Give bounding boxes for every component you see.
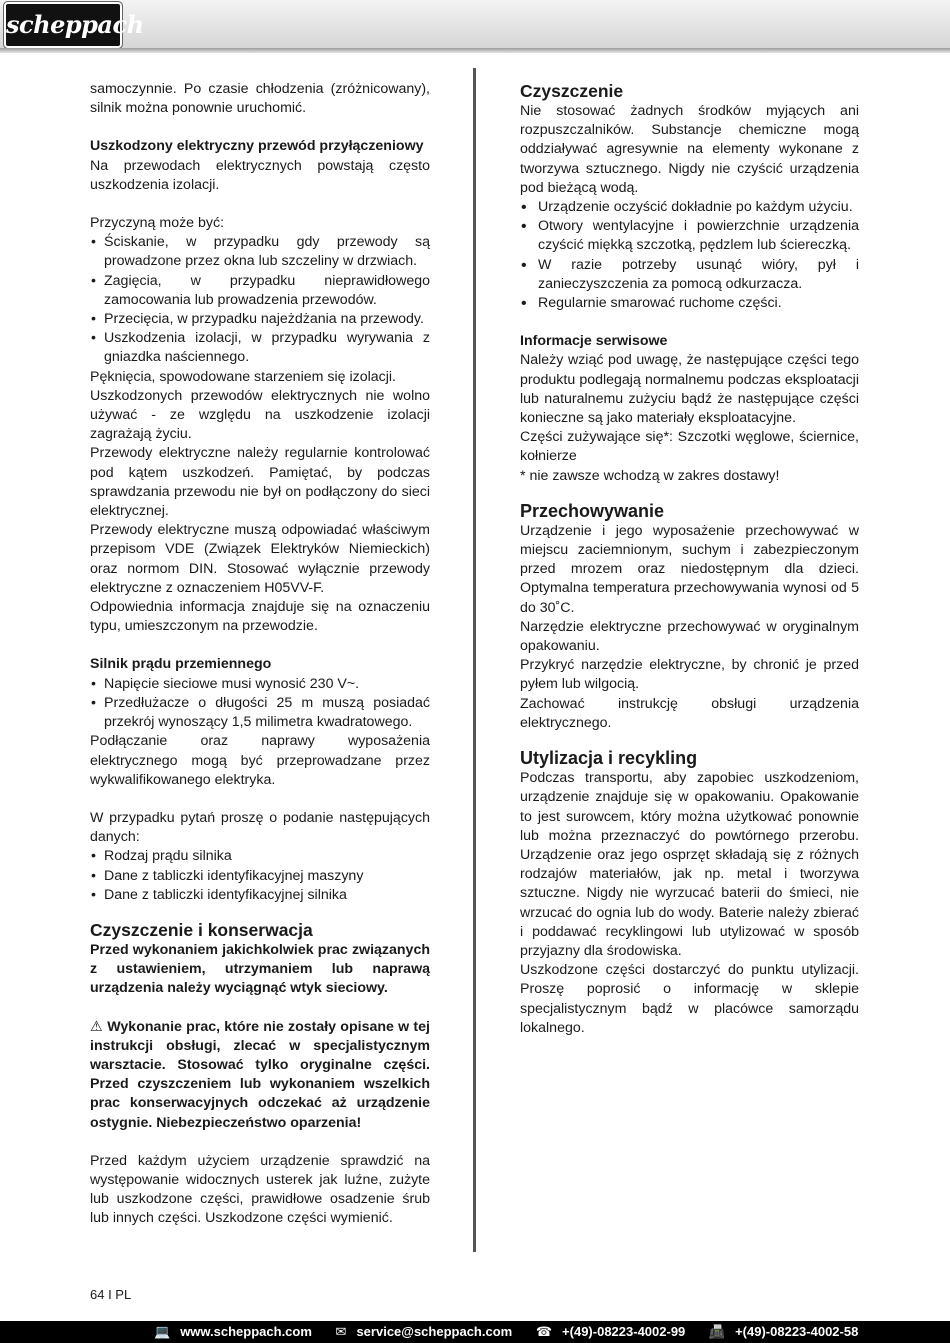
dispose-paragraph: Uszkodzone części dostarczyć do punktu utylizacji. Proszę poprosić o informację w sklepie specjalistycznym bądź w placówce samorządu lokalnego. [520, 962, 859, 1036]
list-item: • Napięcie sieciowe musi wynosić 230 V~. [90, 675, 430, 694]
list-item: • W razie potrzeby usunąć wióry, pył i zanieczyszczenia za pomocą odkurzacza. [520, 256, 859, 294]
keep-manual-paragraph: Zachować instrukcję obsługi urządzenia elektrycznego. [520, 695, 859, 731]
phone-icon: ☎ [535, 1324, 553, 1339]
wear-parts-paragraph: Części zużywające się*: Szczotki węglowe, ściernice, kołnierze [520, 429, 859, 465]
footer-web[interactable] [154, 1324, 322, 1339]
delivery-note: * nie zawsze wchodzą w zakres dostawy! [520, 467, 780, 484]
footer-phone [536, 1324, 695, 1339]
cable-paragraph: Na przewodach elektrycznych powstają często uszkodzenia izolacji. [90, 157, 430, 193]
heading-cleaning-maintenance: Czyszczenie i konserwacja [90, 919, 313, 940]
page-footer [0, 1321, 950, 1343]
cause-list [90, 233, 430, 367]
warning-text: Wykonanie prac, które nie zostały opisane w tej instrukcji obsługi, zlecać w specjalistycznym warsztacie. Stosować tylko oryginalne części. Przed czyszczeniem lub wykonaniem wszelkich prac konserwacyjnych odczekać aż urządzenie ostygnie. Niebezpieczeństwo oparzenia! [90, 1018, 430, 1131]
list-item: • Uszkodzenia izolacji, w przypadku wyrywania z gniazdka naściennego. [90, 329, 430, 367]
list-item: • Rodzaj prądu silnika [90, 847, 430, 866]
label-paragraph: Odpowiednia informacja znajduje się na oznaczeniu typu, umieszczonym na przewodzie. [90, 599, 430, 635]
list-item: • Urządzenie oczyścić dokładnie po każdym użyciu. [520, 198, 859, 217]
vde-paragraph: Przewody elektryczne muszą odpowiadać właściwym przepisom VDE (Związek Elektryków Niemieckich) oraz normom DIN. Stosować wyłącznie przewody elektryczne z oznaczeniem H05VV-F. [90, 522, 430, 596]
mail-icon: ✉ [335, 1324, 347, 1339]
danger-paragraph: Uszkodzonych przewodów elektrycznych nie wolno używać - ze względu na uszkodzenie izolacji zagrażają życiu. [90, 387, 430, 443]
list-item: • Przecięcia, w przypadku najeżdżania na przewody. [90, 310, 430, 329]
inspect-paragraph: Przed każdym użyciem urządzenie sprawdzić na występowanie widocznych usterek jak luźne, zużyte lub uszkodzone części, prawidłowe osadzenie śrub lub innych części. Uszkodzone części wymienić. [90, 1152, 430, 1227]
left-column [90, 80, 430, 1229]
storage-paragraph: Urządzenie i jego wyposażenie przechowywać w miejscu zaciemnionym, suchym i zabezpieczonym przed mrozem oraz niedostępnym dla dzieci. Optymalna temperatura przechowywania wynosi od 5 do 30˚C. [520, 522, 859, 616]
crack-paragraph: Pęknięcia, spowodowane starzeniem się izolacji. [90, 368, 396, 385]
page-number: 64 I PL [90, 1287, 132, 1302]
email-link[interactable]: service@scheppach.com [356, 1324, 513, 1339]
unplug-paragraph: Przed wykonaniem jakichkolwiek prac związanych z ustawieniem, utrzymaniem lub naprawą urządzenia należy wyciągnąć wtyk sieciowy. [90, 941, 430, 997]
list-item: • Zagięcia, w przypadku nieprawidłowego zamocowania lub prowadzenia przewodów. [90, 272, 430, 310]
warning-icon: ⚠ [90, 1018, 104, 1035]
service-paragraph: Należy wziąć pod uwagę, że następujące części tego produktu podlegają normalnemu podczas eksploatacji lub naturalnemu zużyciu bądź że następujące części konieczne są jako materiały eksploatacyjne. [520, 352, 859, 427]
web-link[interactable]: www.scheppach.com [180, 1324, 312, 1339]
check-paragraph: Przewody elektryczne należy regularnie kontrolować pod kątem uszkodzeń. Pamiętać, by podczas sprawdzania przewodu nie był on podłączony do sieci elektrycznej. [90, 445, 430, 520]
heading-damaged-cable: Uszkodzony elektryczny przewód przyłączeniowy [90, 138, 424, 155]
questions-paragraph: W przypadku pytań proszę o podanie następujących danych: [90, 809, 430, 846]
list-item: • Dane z tabliczki identyfikacyjnej maszyny [90, 867, 430, 886]
questions-list [90, 847, 430, 905]
list-item: • Regularnie smarować ruchome części. [520, 294, 859, 313]
motor-list [90, 675, 430, 733]
list-item: • Ściskanie, w przypadku gdy przewody są prowadzone przez okna lub szczeliny w drzwiach. [90, 233, 430, 271]
column-divider [473, 68, 476, 1252]
footer-fax [709, 1324, 868, 1339]
warning-paragraph [90, 1018, 430, 1133]
right-column [520, 80, 859, 1038]
intro-paragraph: samoczynnie. Po czasie chłodzenia (zróżnicowany), silnik można ponownie uruchomić. [90, 81, 430, 117]
recycle-paragraph: Podczas transportu, aby zapobiec uszkodzeniom, urządzenie znajduje się w opakowaniu. Opakowanie to jest surowcem, który można użytkować ponownie lub można przeznaczyć do powtórnego przerobu. Urządzenie oraz jego osprzęt składają się z różnych rodzajów materiałów, jak np. metal i tworzywa sztuczne. Nigdy nie wyrzucać baterii do śmieci, nie wrzucać do ognia lub do wody. Baterie należy zbierać i poddawać recyklingowi lub utylizować w sposób przyjazny dla środowiska. [520, 770, 859, 959]
list-item: • Otwory wentylacyjne i powierzchnie urządzenia czyścić miękką szczotką, pędzlem lub ściereczką. [520, 217, 859, 255]
clean-list [520, 198, 859, 313]
cause-paragraph: Przyczyną może być: [90, 215, 225, 232]
original-package-paragraph: Narzędzie elektryczne przechowywać w oryginalnym opakowaniu. [520, 618, 859, 655]
qualified-paragraph: Podłączanie oraz naprawy wyposażenia elektrycznego mogą być przeprowadzane przez wykwalifikowanego elektryka. [90, 733, 430, 788]
fax-number: +(49)-08223-4002-58 [735, 1324, 859, 1339]
heading-cleaning: Czyszczenie [520, 81, 624, 101]
scheppach-logo: scheppach [6, 4, 120, 46]
clean-paragraph: Nie stosować żadnych środków myjących ani rozpuszczalników. Substancje chemiczne mogą oddziaływać agresywnie na elementy wykonane z tworzywa sztucznego. Nigdy nie czyścić urządzenia pod bieżącą wodą. [520, 103, 859, 196]
header-shadow [0, 48, 950, 53]
list-item: • Dane z tabliczki identyfikacyjnej silnika [90, 886, 430, 905]
footer-mail[interactable] [336, 1324, 523, 1339]
cover-paragraph: Przykryć narzędzie elektryczne, by chronić je przed pyłem lub wilgocią. [520, 657, 859, 693]
list-item: • Przedłużacze o długości 25 m muszą posiadać przekrój wynoszący 1,5 milimetra kwadratowego. [90, 694, 430, 732]
heading-ac-motor: Silnik prądu przemiennego [90, 656, 272, 673]
heading-disposal: Utylizacja i recykling [520, 748, 698, 769]
fax-icon: 📠 [708, 1324, 726, 1339]
heading-service-info: Informacje serwisowe [520, 333, 668, 350]
heading-storage: Przechowywanie [520, 500, 665, 521]
phone-number: +(49)-08223-4002-99 [562, 1324, 686, 1339]
page-header [0, 0, 950, 50]
computer-icon: 💻 [154, 1324, 171, 1339]
